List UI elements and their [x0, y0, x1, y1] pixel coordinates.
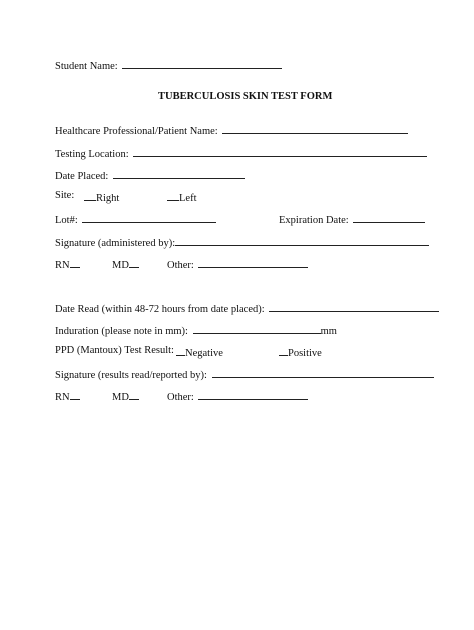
signature-read-field[interactable] — [212, 367, 434, 378]
student-name-label: Student Name: — [55, 61, 118, 72]
student-name-row — [55, 58, 282, 73]
other-field-1[interactable] — [198, 257, 308, 268]
induration-field[interactable] — [193, 323, 321, 334]
hcp-row — [55, 123, 408, 138]
site-right-option[interactable] — [84, 190, 119, 205]
expiration-label: Expiration Date: — [279, 215, 349, 226]
hcp-name-field[interactable] — [222, 123, 408, 134]
rn-label-1: RN — [55, 260, 70, 271]
rn-blank-2[interactable] — [70, 389, 80, 400]
induration-row — [55, 323, 337, 338]
site-left-option[interactable] — [167, 190, 197, 205]
date-placed-row — [55, 168, 245, 183]
testing-location-row — [55, 146, 427, 161]
negative-label: Negative — [185, 348, 223, 359]
expiration-field[interactable] — [353, 212, 425, 223]
signature-read-row — [55, 367, 434, 382]
negative-option[interactable] — [176, 345, 223, 360]
ppd-label: PPD (Mantoux) Test Result: — [55, 345, 174, 356]
mm-unit: mm — [320, 326, 337, 337]
negative-blank[interactable] — [176, 345, 185, 356]
date-placed-label: Date Placed: — [55, 171, 109, 182]
signature-admin-label: Signature (administered by): — [55, 238, 176, 249]
rn-option-1[interactable] — [55, 257, 80, 272]
signature-admin-row — [55, 235, 429, 250]
testing-location-field[interactable] — [133, 146, 427, 157]
md-label-2: MD — [112, 392, 129, 403]
signature-read-label: Signature (results read/reported by): — [55, 370, 207, 381]
lot-label: Lot#: — [55, 215, 78, 226]
ppd-row — [55, 345, 174, 357]
date-placed-field[interactable] — [113, 168, 245, 179]
other-label-2: Other: — [167, 392, 194, 403]
date-read-label: Date Read (within 48-72 hours from date placed): — [55, 304, 265, 315]
induration-label: Induration (please note in mm): — [55, 326, 188, 337]
date-read-row — [55, 301, 439, 316]
positive-label: Positive — [288, 348, 322, 359]
other-field-2[interactable] — [198, 389, 308, 400]
rn-blank-1[interactable] — [70, 257, 80, 268]
md-blank-1[interactable] — [129, 257, 139, 268]
site-row — [55, 190, 74, 202]
positive-option[interactable] — [279, 345, 322, 360]
md-blank-2[interactable] — [129, 389, 139, 400]
positive-blank[interactable] — [279, 345, 288, 356]
rn-option-2[interactable] — [55, 389, 80, 404]
md-option-1[interactable] — [112, 257, 139, 272]
other-label-1: Other: — [167, 260, 194, 271]
other-row-1 — [167, 257, 308, 272]
signature-admin-field[interactable] — [175, 235, 429, 246]
other-row-2 — [167, 389, 308, 404]
site-label: Site: — [55, 190, 75, 201]
site-left-label: Left — [179, 193, 197, 204]
site-right-blank[interactable] — [84, 190, 96, 201]
expiration-row — [279, 212, 425, 227]
site-left-blank[interactable] — [167, 190, 179, 201]
lot-row — [55, 212, 216, 227]
md-option-2[interactable] — [112, 389, 139, 404]
rn-label-2: RN — [55, 392, 70, 403]
form-title: TUBERCULOSIS SKIN TEST FORM — [158, 91, 333, 102]
hcp-label: Healthcare Professional/Patient Name: — [55, 126, 218, 137]
lot-field[interactable] — [82, 212, 216, 223]
student-name-field[interactable] — [122, 58, 282, 69]
testing-location-label: Testing Location: — [55, 149, 129, 160]
md-label-1: MD — [112, 260, 129, 271]
date-read-field[interactable] — [269, 301, 439, 312]
site-right-label: Right — [96, 193, 120, 204]
